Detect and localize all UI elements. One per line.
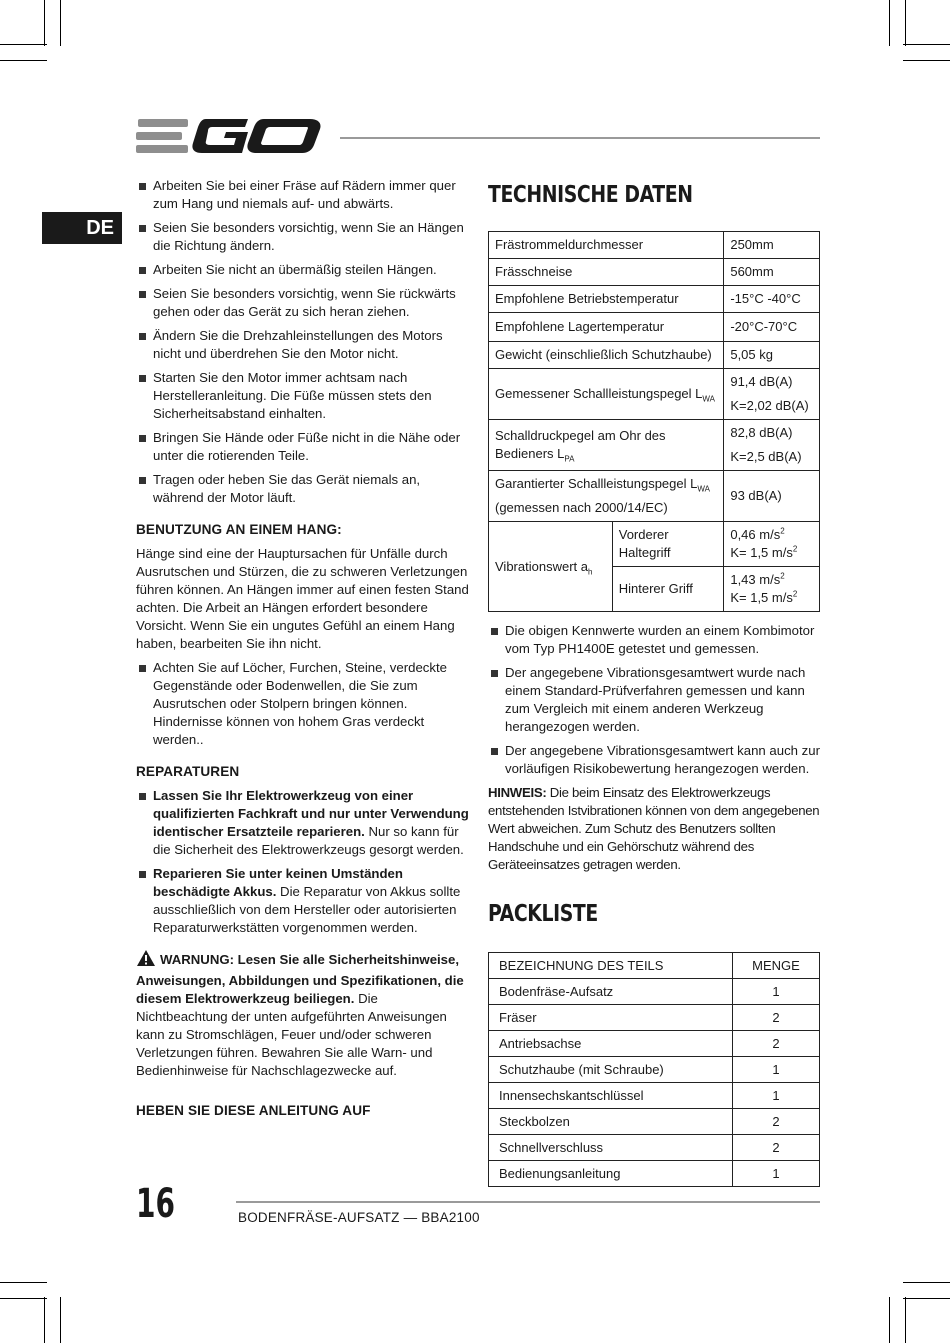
list-item: Arbeiten Sie bei einer Fräse auf Rädern immer quer zum Hang und niemals auf- und abwärts. bbox=[136, 177, 470, 213]
warning-bold: Lesen Sie alle Sicherheitshinweise, Anweisungen, Abbildungen und Spezifikationen, die diesem Elektrowerkzeug beiliegen. bbox=[136, 952, 464, 1006]
list-item: Bringen Sie Hände oder Füße nicht in die Nähe oder unter die rotierenden Teile. bbox=[136, 429, 470, 465]
spec-value bbox=[724, 567, 820, 612]
spec-value: 93 dB(A) bbox=[724, 471, 820, 522]
part-qty: 2 bbox=[733, 1031, 820, 1057]
spec-label: Empfohlene Lagertemperatur bbox=[489, 313, 724, 342]
warning-text: Die Nichtbeachtung der unten aufgeführten Anweisungen kann zu Stromschlägen, Feuer und/oder schweren Verletzungen führen. Bewahren Sie alle Warn- und Bedienhinweise für Nachschlagezwecke auf. bbox=[136, 991, 447, 1078]
crop-mark bbox=[60, 0, 61, 46]
spec-value-line bbox=[730, 571, 813, 589]
part-qty: 1 bbox=[733, 1057, 820, 1083]
list-item: Achten Sie auf Löcher, Furchen, Steine, verdeckte Gegenstände oder Bodenwellen, die Sie zum Ausrutschen oder Stolpern bringen können. Hindernisse können von hohem Gras verdeckt werden.. bbox=[136, 659, 470, 749]
slope-bullets bbox=[136, 659, 470, 749]
crop-mark bbox=[889, 1297, 890, 1343]
part-name: Fräser bbox=[489, 1005, 733, 1031]
repairs-bullets bbox=[136, 787, 470, 937]
spec-value-line bbox=[730, 589, 813, 607]
crop-mark bbox=[889, 0, 890, 46]
part-name: Antriebsachse bbox=[489, 1031, 733, 1057]
spec-value-exponent: 2 bbox=[792, 544, 798, 554]
table-row bbox=[489, 313, 820, 342]
table-row bbox=[489, 522, 820, 567]
crop-mark bbox=[44, 1297, 45, 1343]
spec-label-text: Schalldruckpegel am Ohr des Bedieners L bbox=[495, 428, 666, 461]
note-label: HINWEIS: bbox=[488, 785, 547, 800]
list-item: Ändern Sie die Drehzahleinstellungen des Motors nicht und überdrehen Sie den Motor nicht. bbox=[136, 327, 470, 363]
specs-notes bbox=[488, 622, 820, 778]
spec-label-subscript: PA bbox=[564, 454, 575, 464]
spec-label: Frässchneise bbox=[489, 259, 724, 286]
header-rule bbox=[340, 137, 820, 139]
footer-rule bbox=[236, 1201, 820, 1203]
crop-mark bbox=[903, 44, 950, 45]
table-row bbox=[489, 1161, 820, 1187]
list-item: Tragen oder heben Sie das Gerät niemals an, während der Motor läuft. bbox=[136, 471, 470, 507]
list-item: Seien Sie besonders vorsichtig, wenn Sie rückwärts gehen oder das Gerät zu sich heran ziehen. bbox=[136, 285, 470, 321]
spec-value-line: K=2,5 dB(A) bbox=[730, 449, 802, 464]
table-row bbox=[489, 286, 820, 313]
table-row bbox=[489, 342, 820, 369]
specs-table bbox=[488, 231, 820, 612]
table-row bbox=[489, 1005, 820, 1031]
slope-heading: BENUTZUNG AN EINEM HANG: bbox=[136, 522, 342, 537]
note-paragraph bbox=[488, 784, 820, 874]
table-row bbox=[489, 1083, 820, 1109]
spec-value bbox=[724, 522, 820, 567]
table-row bbox=[489, 471, 820, 522]
list-item: Starten Sie den Motor immer achtsam nach Herstelleranleitung. Die Füße müssen stets den Sicherheitsabstand einhalten. bbox=[136, 369, 470, 423]
column-header-part: BEZEICHNUNG DES TEILS bbox=[489, 953, 733, 979]
spec-label-subscript: WA bbox=[697, 484, 710, 494]
table-row bbox=[489, 1057, 820, 1083]
part-name: Innensechskantschlüssel bbox=[489, 1083, 733, 1109]
crop-mark bbox=[903, 1282, 950, 1283]
page-number: 16 bbox=[136, 1181, 175, 1227]
right-column bbox=[488, 177, 820, 1187]
part-name: Schnellverschluss bbox=[489, 1135, 733, 1161]
crop-mark bbox=[0, 44, 47, 45]
spec-value: 560mm bbox=[724, 259, 820, 286]
crop-mark bbox=[905, 0, 906, 46]
spec-value-text: 1,43 m/s bbox=[730, 572, 781, 587]
crop-mark bbox=[0, 60, 47, 61]
spec-value-line bbox=[730, 526, 813, 544]
spec-value-text: 0,46 m/s bbox=[730, 527, 781, 542]
part-name: Bedienungsanleitung bbox=[489, 1161, 733, 1187]
crop-mark bbox=[60, 1297, 61, 1343]
footer-product: BODENFRÄSE-AUFSATZ — BBA2100 bbox=[238, 1210, 480, 1225]
spec-sub-label: Vorderer Haltegriff bbox=[612, 522, 724, 567]
spec-label-subscript: WA bbox=[702, 394, 715, 404]
repairs-heading: REPARATUREN bbox=[136, 764, 240, 779]
list-item: Der angegebene Vibrationsgesamtwert kann auch zur vorläufigen Risikobewertung herangezogen werden. bbox=[488, 742, 820, 778]
spec-label: Frästrommeldurchmesser bbox=[489, 232, 724, 259]
spec-value: 5,05 kg bbox=[724, 342, 820, 369]
table-header-row bbox=[489, 953, 820, 979]
part-qty: 1 bbox=[733, 1161, 820, 1187]
part-name: Steckbolzen bbox=[489, 1109, 733, 1135]
crop-mark bbox=[0, 1282, 47, 1283]
spec-value-text: K= 1,5 m/s bbox=[730, 545, 793, 560]
crop-mark bbox=[0, 1298, 47, 1299]
packing-table bbox=[488, 952, 820, 1187]
table-row bbox=[489, 1109, 820, 1135]
repair-item-text: Nur so kann für die Sicherheit des Elektrowerkzeugs gesorgt werden. bbox=[153, 824, 464, 857]
crop-mark bbox=[903, 1298, 950, 1299]
spec-value-line: 82,8 dB(A) bbox=[730, 425, 793, 440]
crop-mark bbox=[44, 0, 45, 46]
spec-label-line: (gemessen nach 2000/14/EC) bbox=[495, 500, 668, 515]
crop-mark bbox=[903, 60, 950, 61]
part-qty: 1 bbox=[733, 979, 820, 1005]
spec-value-line: K=2,02 dB(A) bbox=[730, 398, 809, 413]
spec-label-subscript: h bbox=[587, 567, 593, 577]
packing-title: PACKLISTE bbox=[488, 901, 598, 927]
part-name: Schutzhaube (mit Schraube) bbox=[489, 1057, 733, 1083]
spec-value bbox=[724, 420, 820, 471]
repair-item-bold: Reparieren Sie unter keinen Umständen beschädigte Akkus. bbox=[153, 866, 403, 899]
spec-value-exponent: 2 bbox=[792, 589, 798, 599]
spec-label: Empfohlene Betriebstemperatur bbox=[489, 286, 724, 313]
warning-label: WARNUNG: bbox=[160, 952, 234, 967]
list-item bbox=[136, 787, 470, 859]
specs-title: TECHNISCHE DATEN bbox=[488, 182, 693, 208]
list-item bbox=[136, 865, 470, 937]
spec-value-exponent: 2 bbox=[780, 526, 785, 536]
ego-logo bbox=[136, 117, 322, 159]
table-row bbox=[489, 369, 820, 420]
spec-sub-label: Hinterer Griff bbox=[612, 567, 724, 612]
spec-value: 250mm bbox=[724, 232, 820, 259]
spec-value-text: K= 1,5 m/s bbox=[730, 590, 793, 605]
slope-paragraph: Hänge sind eine der Hauptursachen für Unfälle durch Ausrutschen und Stürzen, die zu schweren Verletzungen führen können. An Hängen immer auf einen festen Stand achten. Die Arbeit an Hängen erfordert besondere Vorsicht. Wenn Sie ein ungutes Gefühl an einem Hang haben, bearbeiten Sie ihn nicht. bbox=[136, 546, 469, 651]
crop-mark bbox=[905, 1297, 906, 1343]
part-qty: 1 bbox=[733, 1083, 820, 1109]
list-item: Der angegebene Vibrationsgesamtwert wurde nach einem Standard-Prüfverfahren gemessen und kann zum Vergleich mit einem anderen Werkzeug herangezogen werden. bbox=[488, 664, 820, 736]
warning-block bbox=[136, 949, 470, 1080]
left-column bbox=[136, 177, 470, 1126]
part-name: Bodenfräse-Aufsatz bbox=[489, 979, 733, 1005]
table-row bbox=[489, 979, 820, 1005]
spec-label bbox=[489, 369, 724, 420]
spec-value: -15°C -40°C bbox=[724, 286, 820, 313]
table-row bbox=[489, 1135, 820, 1161]
spec-label bbox=[489, 471, 724, 522]
list-item: Die obigen Kennwerte wurden an einem Kombimotor vom Typ PH1400E getestet und gemessen. bbox=[488, 622, 820, 658]
part-qty: 2 bbox=[733, 1109, 820, 1135]
spec-value: -20°C-70°C bbox=[724, 313, 820, 342]
spec-label: Gewicht (einschließlich Schutzhaube) bbox=[489, 342, 724, 369]
part-qty: 2 bbox=[733, 1135, 820, 1161]
table-row bbox=[489, 232, 820, 259]
spec-label bbox=[489, 522, 613, 612]
keep-instructions-heading: HEBEN SIE DIESE ANLEITUNG AUF bbox=[136, 1103, 371, 1118]
language-tab: DE bbox=[42, 212, 122, 244]
warning-triangle-icon bbox=[136, 949, 156, 972]
part-qty: 2 bbox=[733, 1005, 820, 1031]
column-header-qty: MENGE bbox=[733, 953, 820, 979]
spec-label-line bbox=[495, 475, 717, 499]
list-item: Seien Sie besonders vorsichtig, wenn Sie an Hängen die Richtung ändern. bbox=[136, 219, 470, 255]
spec-label-text: Garantierter Schallleistungspegel L bbox=[495, 476, 698, 491]
table-row bbox=[489, 1031, 820, 1057]
repair-item-bold: Lassen Sie Ihr Elektrowerkzeug von einer qualifizierten Fachkraft und nur unter Verwendung identischer Ersatzteile reparieren. bbox=[153, 788, 469, 839]
list-item: Arbeiten Sie nicht an übermäßig steilen Hängen. bbox=[136, 261, 470, 279]
spec-value bbox=[724, 369, 820, 420]
spec-label-text: Vibrationswert a bbox=[495, 558, 588, 574]
spec-value-line bbox=[730, 544, 813, 562]
safety-bullets bbox=[136, 177, 470, 507]
table-row bbox=[489, 259, 820, 286]
spec-value-line: 91,4 dB(A) bbox=[730, 374, 793, 389]
table-row bbox=[489, 420, 820, 471]
repair-item-text: Die Reparatur von Akkus sollte ausschließlich von dem Hersteller oder autorisierten Reparaturwerkstätten vorgenommen werden. bbox=[153, 884, 461, 935]
spec-label-text: Gemessener Schallleistungspegel L bbox=[495, 386, 703, 401]
spec-value-exponent: 2 bbox=[780, 571, 785, 581]
note-text: Die beim Einsatz des Elektrowerkzeugs entstehenden Istvibrationen können von dem angegebenen Wert abweichen. Zum Schutz des Benutzers sollten Handschuhe und ein Gehörschutz während des Geräteeinsatzes getragen werden. bbox=[488, 785, 820, 872]
spec-label bbox=[489, 420, 724, 471]
